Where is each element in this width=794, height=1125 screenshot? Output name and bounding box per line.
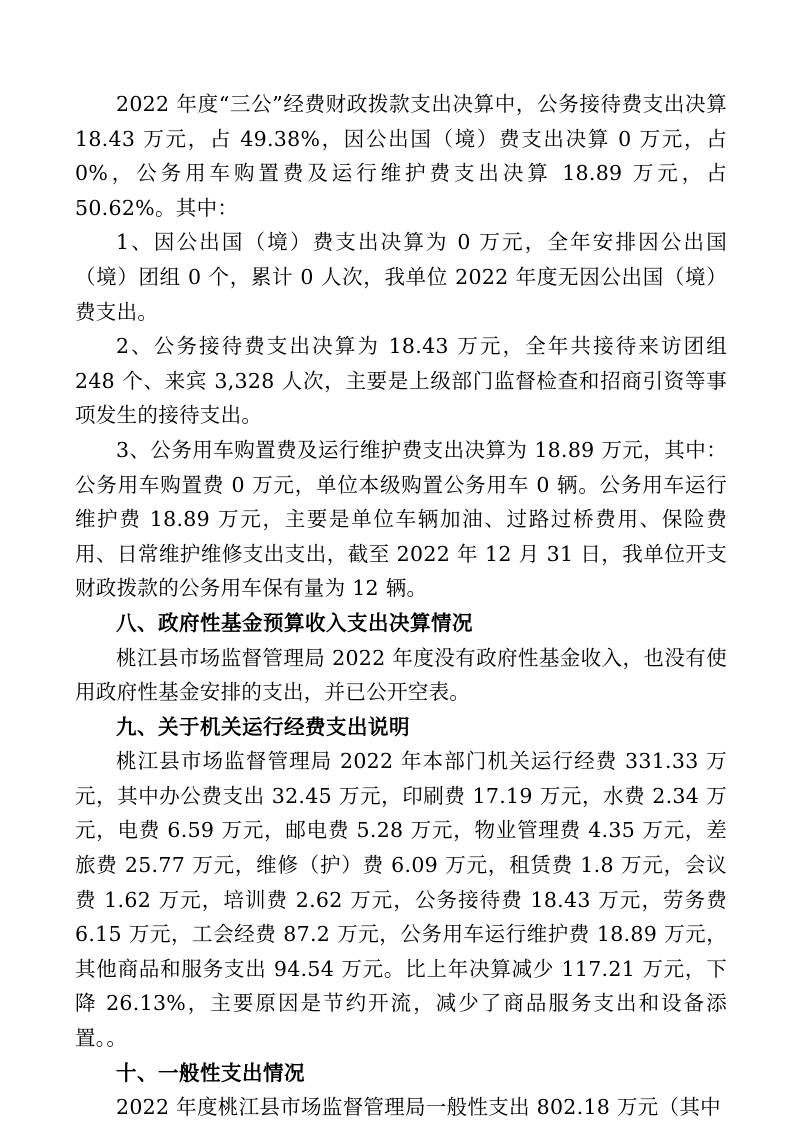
paragraph-vehicles: 3、公务用车购置费及运行维护费支出决算为 18.89 万元，其中：公务用车购置费 0 万元，单位本级购置公务用车 0 辆。公务用车运行维护费 18.89 万元，主要是单位车辆加油、过路过桥费用、保险费用、日常维护维修支出支出，截至 2022 年 12 月 31 日，我单位开支财政拨款的公务用车保有量为 12 辆。 [75,437,727,601]
paragraph-operating-expenses: 桃江县市场监督管理局 2022 年本部门机关运行经费 331.33 万元，其中办公费支出 32.45 万元，印刷费 17.19 万元，水费 2.34 万元，电费 6.59 万元，邮电费 5.28 万元，物业管理费 4.35 万元，差旅费 25.77 万元，维修（护）费 6.09 万元，租赁费 1.8 万元，会议费 1.62 万元，培训费 2.62 万元，公务接待费 18.43 万元，劳务费 6.15 万元，工会经费 87.2 万元，公务用车运行维护费 18.89 万元，其他商品和服务支出 94.54 万元。比上年决算减少 117.21 万元，下降 26.13%，主要原因是节约开流，减少了商品服务支出和设备添置。。 [75,749,727,1051]
paragraph-overseas-travel: 1、因公出国（境）费支出决算为 0 万元，全年安排因公出国（境）团组 0 个，累计 0 人次，我单位 2022 年度无因公出国（境）费支出。 [75,230,727,324]
document-page [75,87,727,1125]
section-heading-8: 八、政府性基金预算收入支出决算情况 [116,610,473,635]
paragraph-government-fund: 桃江县市场监督管理局 2022 年度没有政府性基金收入，也没有使用政府性基金安排的支出，并已公开空表。 [75,645,727,705]
section-heading-10: 十、一般性支出情况 [116,1060,305,1085]
paragraph-general-expenses: 2022 年度桃江县市场监督管理局一般性支出 802.18 万元（其中 [116,1095,721,1120]
paragraph-sangong-summary: 2022 年度“三公”经费财政拨款支出决算中，公务接待费支出决算 18.43 万元，占 49.38%，因公出国（境）费支出决算 0 万元，占 0%，公务用车购置费及运行维护费支出决算 18.89 万元，占 50.62%。其中： [75,92,727,220]
paragraph-reception: 2、公务接待费支出决算为 18.43 万元，全年共接待来访团组 248 个、来宾 3,328 人次，主要是上级部门监督检查和招商引资等事项发生的接待支出。 [75,334,727,428]
section-heading-9: 九、关于机关运行经费支出说明 [116,714,410,739]
